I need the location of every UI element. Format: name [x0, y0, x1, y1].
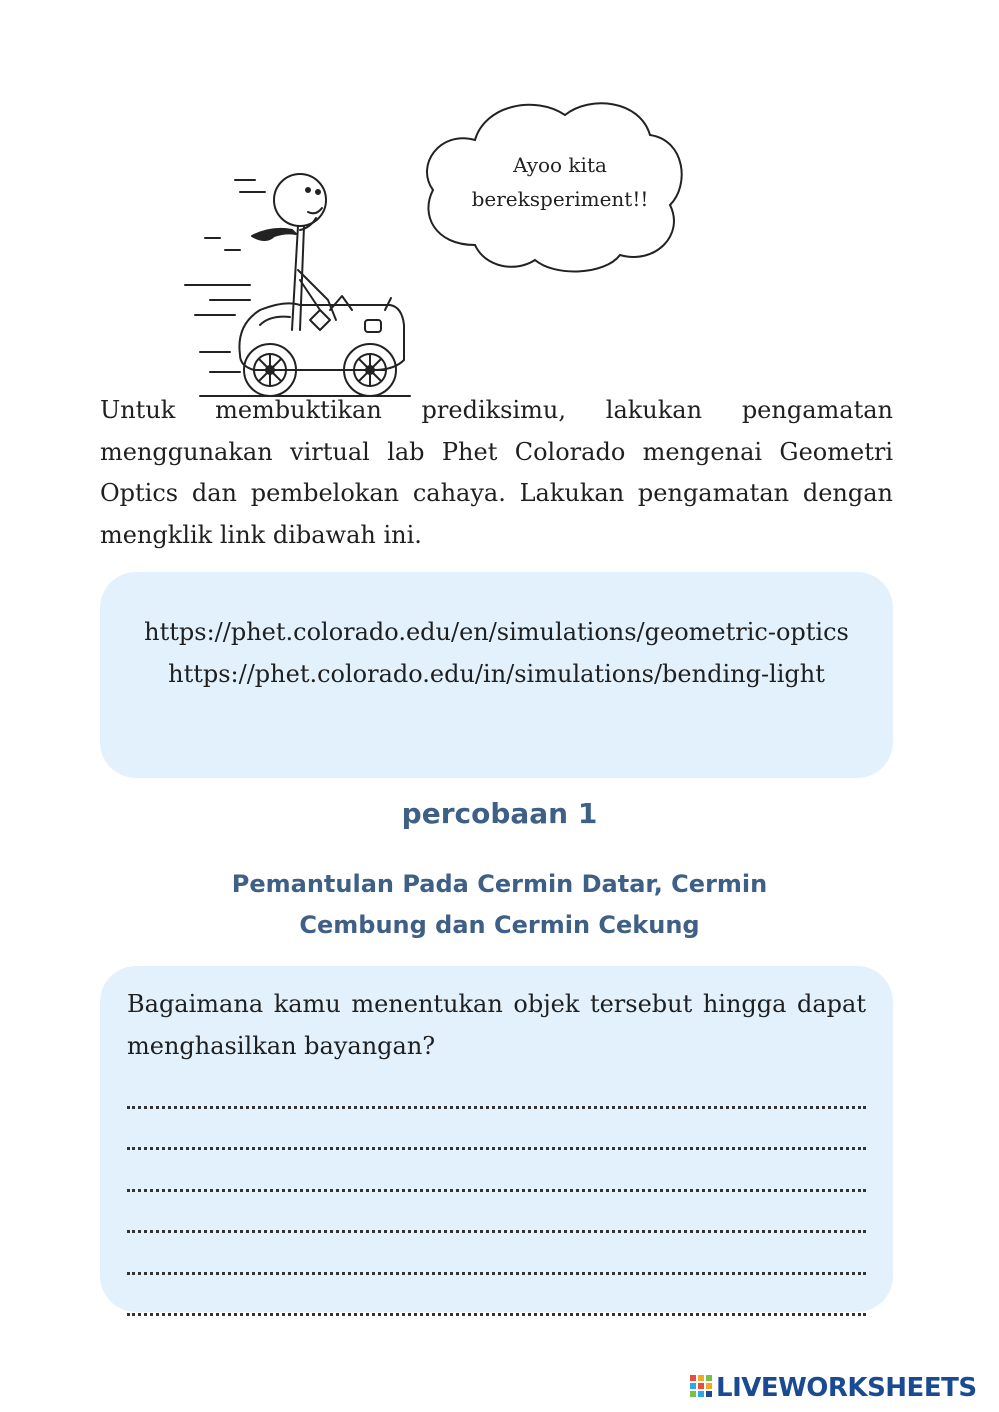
answer-line-1[interactable] — [127, 1067, 866, 1109]
answer-line-3[interactable] — [127, 1150, 866, 1192]
motion-lines-icon — [185, 180, 265, 372]
experiment-subtitle: Pemantulan Pada Cermin Datar, Cermin Cembung dan Cermin Cekung — [231, 870, 768, 939]
link-bending-light[interactable]: https://phet.colorado.edu/in/simulations/bending-light — [168, 659, 825, 688]
speech-bubble-text — [440, 148, 680, 216]
question-text: Bagaimana kamu menentukan objek tersebut hingga dapat menghasilkan bayangan? — [127, 990, 866, 1060]
link-geometric-optics[interactable]: https://phet.colorado.edu/en/simulations/geometric-optics — [144, 618, 849, 646]
intro-paragraph: Untuk membuktikan prediksimu, lakukan pengamatan menggunakan virtual lab Phet Colorado mengenai Geometri Optics dan pembelokan cahaya. Lakukan pengamatan dengan mengklik link dibawah ini. — [100, 396, 893, 549]
answer-line-5[interactable] — [127, 1233, 866, 1275]
answer-line-4[interactable] — [127, 1192, 866, 1234]
experiment-title: percobaan 1 — [401, 797, 598, 830]
speech-line-1: Ayoo kita — [513, 153, 607, 177]
liveworksheets-logo-icon — [690, 1375, 712, 1401]
speech-line-2: bereksperiment!! — [471, 187, 649, 211]
stickman-car-illustration — [180, 160, 420, 400]
liveworksheets-logo — [690, 1372, 977, 1404]
question-box — [100, 966, 893, 1312]
answer-line-2[interactable] — [127, 1109, 866, 1151]
liveworksheets-brand: LIVEWORKSHEETS — [716, 1373, 977, 1403]
answer-line-6[interactable] — [127, 1275, 866, 1317]
links-box — [100, 572, 893, 778]
